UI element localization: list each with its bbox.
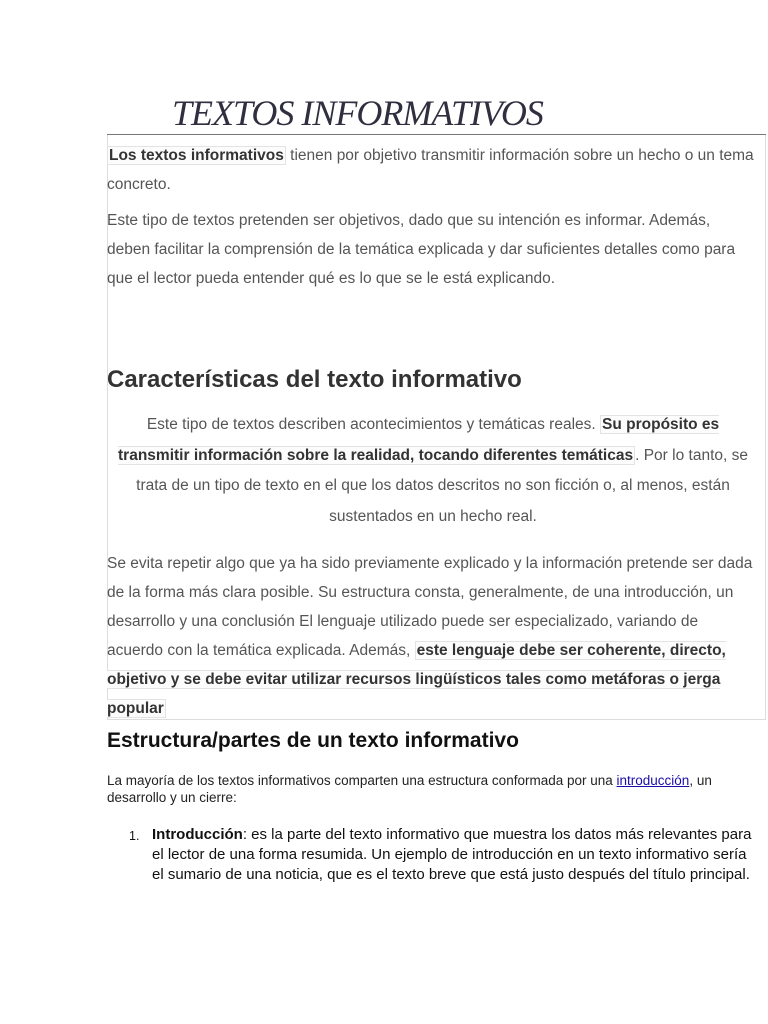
list-item-text: : es la parte del texto informativo que muestra los datos más relevantes para el lector de una forma resumida. Un ejemplo de introducción en un texto informativo sería el sumario de una noticia, que es el texto breve que está justo después del título principal. — [152, 826, 752, 883]
intro-bold-phrase: Los textos informativos — [109, 147, 284, 164]
structure-intro-text-b: , un desarrollo y un cierre: — [107, 773, 712, 805]
list-item-term: Introducción — [152, 826, 243, 843]
structure-heading: Estructura/partes de un texto informativo — [107, 729, 519, 752]
page-title: TEXTOS INFORMATIVOS — [172, 93, 543, 133]
structure-list — [129, 825, 759, 885]
intro-paragraph-text: tienen por objetivo transmitir información sobre un hecho o un tema concreto. — [107, 147, 754, 193]
introduccion-link[interactable]: introducción — [616, 773, 690, 788]
list-item — [129, 825, 759, 885]
characteristics-text-b: . Por lo tanto, se trata de un tipo de texto en el que los datos descritos no son ficción o, al menos, están sustentados en un hecho real. — [136, 446, 748, 525]
language-text: Se evita repetir algo que ya ha sido previamente explicado y la información pretende ser dada de la forma más clara posible. Su estructura consta, generalmente, de una introducción, un desarrollo y una conclusión El lenguaje utilizado puede ser especializado, variando de acuerdo con la temática explicada. Además, — [107, 555, 753, 659]
characteristics-bold-phrase: Su propósito es transmitir información sobre la realidad, tocando diferentes temáticas — [118, 416, 720, 464]
characteristics-heading: Características del texto informativo — [107, 366, 522, 393]
intro-paragraph — [107, 141, 757, 199]
structure-intro — [107, 772, 767, 806]
objective-paragraph: Este tipo de textos pretenden ser objetivos, dado que su intención es informar. Además, deben facilitar la comprensión de la temática explicada y dar suficientes detalles como para que el lector pueda entender qué es lo que se le está explicando. — [107, 212, 736, 287]
characteristics-paragraph — [112, 410, 754, 532]
list-item-number: 1. — [129, 829, 140, 843]
language-bold-phrase: este lenguaje debe ser coherente, directo, objetivo y se debe evitar utilizar recursos lingüísticos tales como metáforas o jerga popular — [107, 642, 726, 717]
structure-intro-text-a: La mayoría de los textos informativos comparten una estructura conformada por una — [107, 773, 617, 788]
characteristics-text-a: Este tipo de textos describen acontecimientos y temáticas reales. — [146, 416, 601, 433]
language-paragraph — [107, 549, 757, 723]
